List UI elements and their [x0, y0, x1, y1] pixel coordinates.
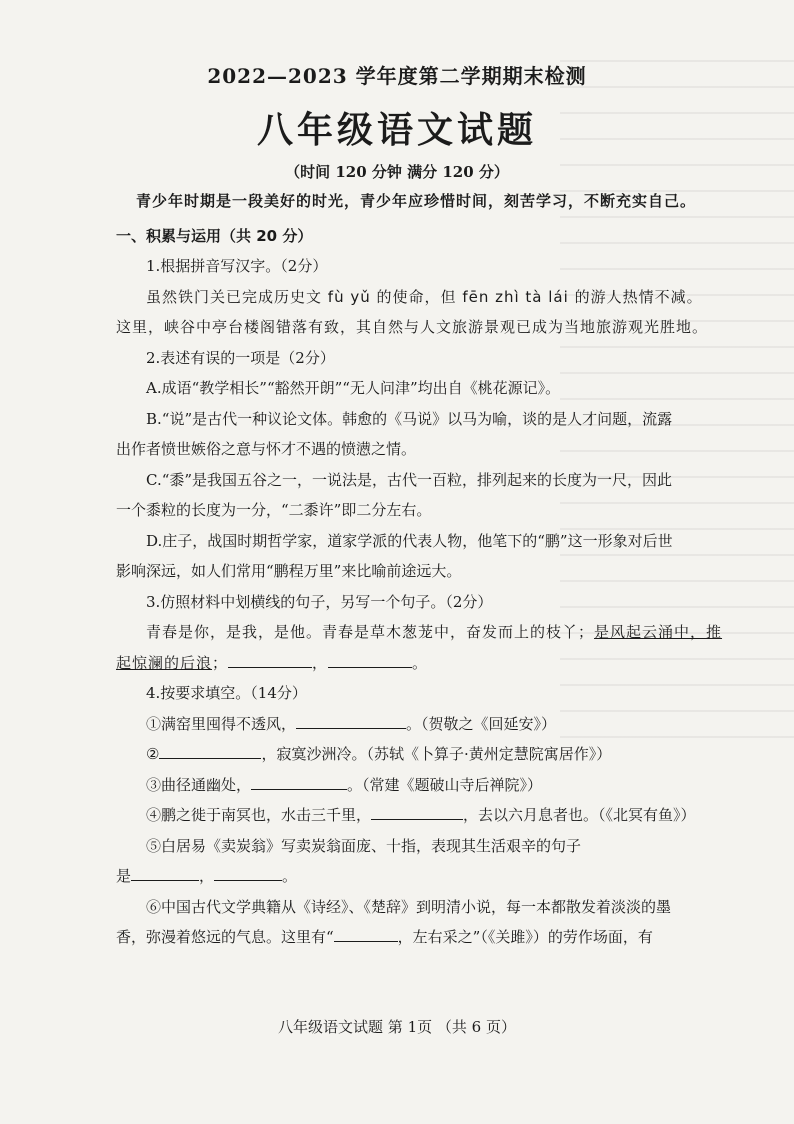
q3-end: 。 [412, 654, 429, 672]
answer-blank[interactable] [251, 774, 347, 790]
option-a: A.成语“教学相长”“豁然开朗”“无人问津”均出自《桃花源记》。 [146, 379, 561, 397]
q1-text-c: 的游人热情不减。 [574, 288, 703, 306]
item-3-source: 。（常建《题破山寺后禅院》） [347, 776, 543, 794]
answer-blank[interactable] [334, 926, 398, 942]
fill-item-6-line-1: ⑥中国古代文学典籍从《诗经》、《楚辞》到明清小说，每一本都散发着淡淡的墨 [146, 898, 672, 916]
item-3-text: ③曲径通幽处， [146, 776, 252, 794]
item-5-comma: ， [199, 867, 215, 885]
item-6-text-a: 香，弥漫着悠远的气息。这里有“ [116, 928, 334, 946]
fill-item-6-line-2 [116, 926, 653, 948]
page-footer: 八年级语文试题 第 1页 （共 6 页） [278, 1018, 516, 1036]
pinyin-2: fēn zhì tà lái [462, 288, 569, 306]
q3-underlined-part-1: 是风起云涌中，推 [594, 623, 723, 641]
question-3-line-1 [146, 621, 722, 643]
fill-item-4 [146, 804, 696, 826]
option-c-line-2: 一个黍粒的长度为一分，“二黍许”即二分左右。 [116, 501, 432, 519]
question-3-line-2 [116, 652, 428, 674]
item-2-num: ② [146, 745, 160, 763]
option-b-line-1: B.“说”是古代一种议论文体。韩愈的《马说》以马为喻，谈的是人才问题，流露 [146, 410, 673, 428]
item-1-source: 。（贺敬之《回延安》） [406, 715, 557, 733]
pinyin-1: fù yǔ [327, 288, 371, 306]
item-5-is: 是 [116, 867, 132, 885]
item-1-text: ①满窑里囤得不透风， [146, 715, 297, 733]
exam-title: 八年级语文试题 [256, 110, 537, 151]
question-2-stem: 2.表述有误的一项是（2分） [146, 349, 335, 367]
q3-text: 青春是你，是我，是他。青春是草木葱茏中，奋发而上的枝丫； [146, 623, 595, 641]
q3-comma: ， [312, 654, 329, 672]
q1-text-b: 的使命，但 [376, 288, 457, 306]
fill-item-1 [146, 713, 556, 735]
option-c-line-1: C.“黍”是我国五谷之一，一说法是，古代一百粒，排列起来的长度为一尺，因此 [146, 471, 673, 489]
item-4-text: ④鹏之徙于南冥也，水击三千里， [146, 806, 372, 824]
item-5-end: 。 [282, 867, 298, 885]
answer-blank[interactable] [328, 652, 412, 668]
exam-supertitle: 2022—2023 学年度第二学期期末检测 [207, 64, 587, 88]
q1-text-a: 虽然铁门关已完成历史文 [146, 288, 323, 306]
item-2-text: ，寂寞沙洲冷。（苏轼《卜算子·黄州定慧院寓居作》） [261, 745, 612, 763]
q3-separator: ； [212, 654, 229, 672]
question-1-stem: 1.根据拼音写汉字。（2分） [146, 257, 328, 275]
fill-item-3 [146, 774, 542, 796]
q3-underlined-part-2: 起惊澜的后浪 [116, 654, 213, 672]
answer-blank[interactable] [214, 865, 282, 881]
answer-blank[interactable] [371, 804, 463, 820]
fill-item-2 [146, 743, 611, 765]
section-heading: 一、积累与运用（共 20 分） [116, 227, 313, 245]
question-4-stem: 4.按要求填空。（14分） [146, 684, 307, 702]
question-1-line-1 [146, 286, 703, 308]
fill-item-5-line-2 [116, 865, 297, 887]
question-3-stem: 3.仿照材料中划横线的句子，另写一个句子。（2分） [146, 593, 493, 611]
answer-blank[interactable] [228, 652, 312, 668]
exam-time-score: （时间 120 分钟 满分 120 分） [285, 163, 509, 181]
item-4-source: ，去以六月息者也。（《北冥有鱼》） [463, 806, 696, 824]
option-b-line-2: 出作者愤世嫉俗之意与怀才不遇的愤懑之情。 [116, 440, 417, 458]
answer-blank[interactable] [296, 713, 406, 729]
answer-blank[interactable] [131, 865, 199, 881]
question-1-line-2: 这里，峡谷中亭台楼阁错落有致，其自然与人文旅游景观已成为当地旅游观光胜地。 [116, 318, 709, 336]
item-6-text-b: ，左右采之”（《关雎》）的劳作场面，有 [397, 928, 653, 946]
exam-motto: 青少年时期是一段美好的时光，青少年应珍惜时间，刻苦学习，不断充实自己。 [136, 192, 697, 210]
fill-item-5-line-1: ⑤白居易《卖炭翁》写卖炭翁面庞、十指，表现其生活艰辛的句子 [146, 837, 582, 855]
option-d-line-1: D.庄子，战国时期哲学家，道家学派的代表人物，他笔下的“鹏”这一形象对后世 [146, 532, 673, 550]
option-d-line-2: 影响深远，如人们常用“鹏程万里”来比喻前途远大。 [116, 562, 462, 580]
answer-blank[interactable] [159, 743, 261, 759]
